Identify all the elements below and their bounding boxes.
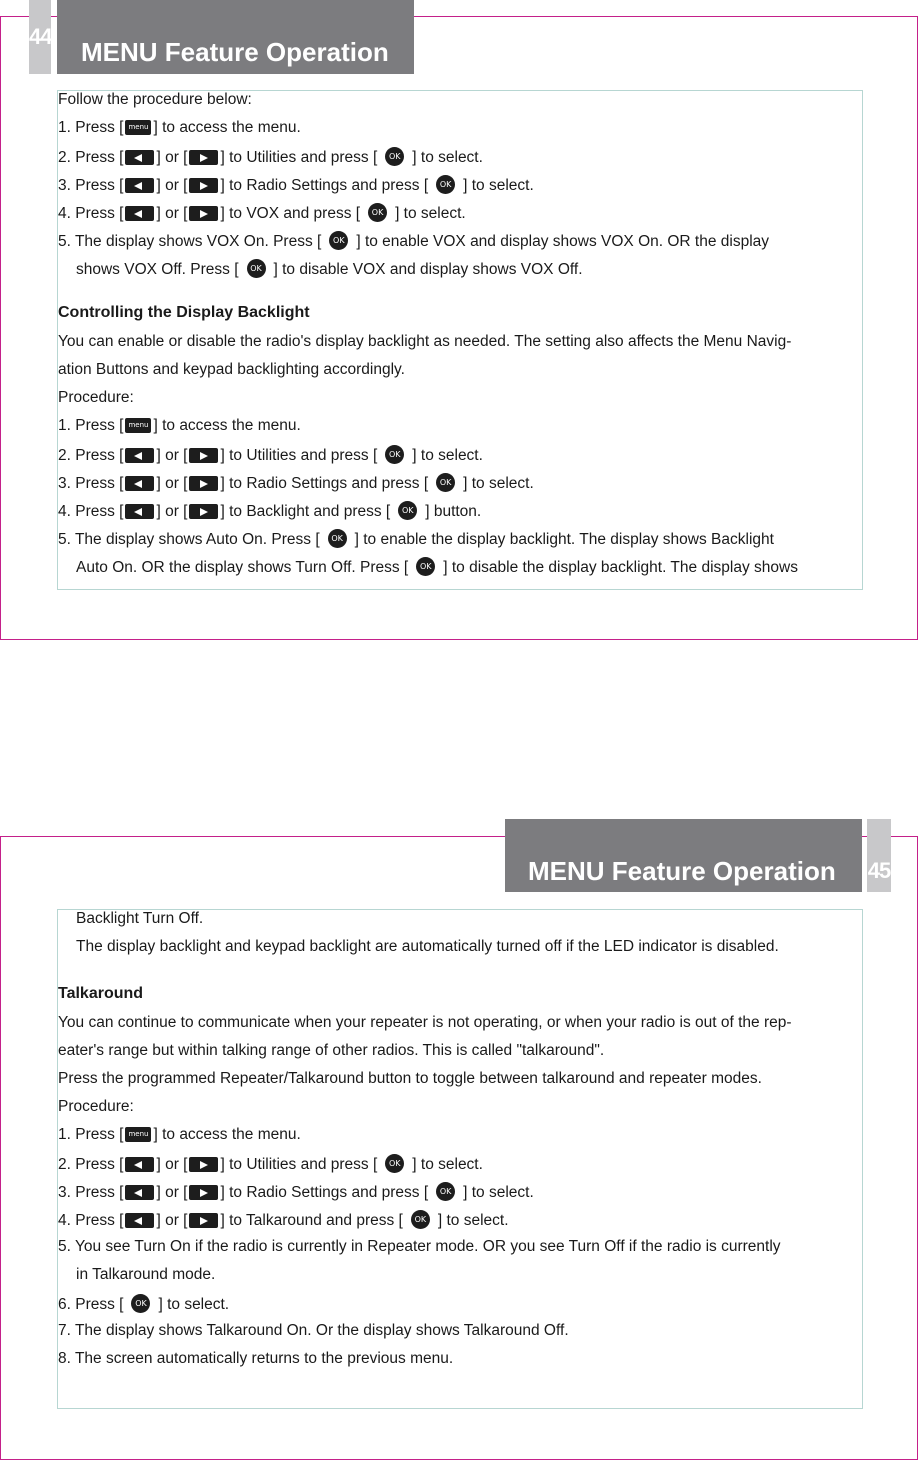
ok-key-icon xyxy=(385,147,404,166)
ok-key-icon xyxy=(385,445,404,464)
talk-step-4: 4. Press [ ] or [ ] to Talkaround and press [OK ] to select. xyxy=(58,1210,509,1230)
right-arrow-key-icon xyxy=(189,206,218,221)
left-arrow-key-icon xyxy=(125,448,154,463)
step-5: 5. The display shows VOX On. Press [OK ] to enable VOX and display shows VOX On. OR the display xyxy=(58,231,769,251)
ok-key-icon xyxy=(328,529,347,548)
ok-key-icon xyxy=(411,1210,430,1229)
left-arrow-key-icon xyxy=(125,178,154,193)
procedure-label: Procedure: xyxy=(58,1098,134,1115)
procedure-label: Procedure: xyxy=(58,389,134,406)
talk-step-5: 5. You see Turn On if the radio is currently in Repeater mode. OR you see Turn Off if the radio is currently xyxy=(58,1238,781,1255)
talk-step-2: 2. Press [ ] or [ ] to Utilities and press [OK ] to select. xyxy=(58,1154,483,1174)
left-arrow-key-icon xyxy=(125,1213,154,1228)
section-heading-talkaround: Talkaround xyxy=(58,985,144,1002)
left-arrow-key-icon xyxy=(125,206,154,221)
ok-key-icon xyxy=(247,259,266,278)
menu-key-icon xyxy=(125,418,151,433)
continued-text-2: The display backlight and keypad backlight are automatically turned off if the LED indicator is disabled. xyxy=(76,938,779,955)
talk-desc-3: Press the programmed Repeater/Talkaround button to toggle between talkaround and repeater modes. xyxy=(58,1070,762,1087)
menu-key-icon xyxy=(125,1127,151,1142)
backlight-step-3: 3. Press [ ] or [ ] to Radio Settings and press [OK ] to select. xyxy=(58,473,534,493)
talk-step-1: 1. Press [menu ] to access the menu. xyxy=(58,1126,301,1144)
talk-desc-2: eater's range but within talking range of other radios. This is called "talkaround". xyxy=(58,1042,605,1059)
content-box xyxy=(57,90,863,590)
left-arrow-key-icon xyxy=(125,1157,154,1172)
talk-step-8: 8. The screen automatically returns to the previous menu. xyxy=(58,1350,454,1367)
ok-key-icon xyxy=(416,557,435,576)
backlight-desc-2: ation Buttons and keypad backlighting accordingly. xyxy=(58,361,405,378)
talk-step-6: 6. Press [OK ] to select. xyxy=(58,1294,229,1314)
right-arrow-key-icon xyxy=(189,448,218,463)
menu-key-icon xyxy=(125,120,151,135)
talk-desc-1: You can continue to communicate when your repeater is not operating, or when your radio is out of the rep- xyxy=(58,1014,792,1031)
ok-key-icon xyxy=(385,1154,404,1173)
right-arrow-key-icon xyxy=(189,1157,218,1172)
content-box xyxy=(57,909,863,1409)
left-arrow-key-icon xyxy=(125,504,154,519)
backlight-step-5: 5. The display shows Auto On. Press [OK ] to enable the display backlight. The display shows Backlight xyxy=(58,529,774,549)
left-arrow-key-icon xyxy=(125,476,154,491)
right-arrow-key-icon xyxy=(189,476,218,491)
section-heading-backlight: Controlling the Display Backlight xyxy=(58,304,310,321)
step-4: 4. Press [ ] or [ ] to VOX and press [OK ] to select. xyxy=(58,203,466,223)
ok-key-icon xyxy=(398,501,417,520)
ok-key-icon xyxy=(436,1182,455,1201)
backlight-step-1: 1. Press [menu ] to access the menu. xyxy=(58,417,301,435)
step-1: 1. Press [menu ] to access the menu. xyxy=(58,119,301,137)
ok-key-icon xyxy=(368,203,387,222)
talk-step-3: 3. Press [ ] or [ ] to Radio Settings and press [OK ] to select. xyxy=(58,1182,534,1202)
left-arrow-key-icon xyxy=(125,1185,154,1200)
continued-text-1: Backlight Turn Off. xyxy=(76,910,204,927)
backlight-step-4: 4. Press [ ] or [ ] to Backlight and press [OK ] button. xyxy=(58,501,481,521)
talk-step-5-cont: in Talkaround mode. xyxy=(76,1266,216,1283)
left-arrow-key-icon xyxy=(125,150,154,165)
ok-key-icon xyxy=(436,175,455,194)
page-number: 45 xyxy=(867,819,891,892)
backlight-step-2: 2. Press [ ] or [ ] to Utilities and press [OK ] to select. xyxy=(58,445,483,465)
ok-key-icon xyxy=(329,231,348,250)
right-arrow-key-icon xyxy=(189,150,218,165)
talk-step-7: 7. The display shows Talkaround On. Or the display shows Talkaround Off. xyxy=(58,1322,569,1339)
ok-key-icon xyxy=(436,473,455,492)
section-header: MENU Feature Operation xyxy=(57,0,414,74)
step-5-cont: shows VOX Off. Press [OK ] to disable VOX and display shows VOX Off. xyxy=(76,259,583,279)
intro-text: Follow the procedure below: xyxy=(58,91,252,108)
right-arrow-key-icon xyxy=(189,1185,218,1200)
right-arrow-key-icon xyxy=(189,178,218,193)
backlight-desc-1: You can enable or disable the radio's display backlight as needed. The setting also affects the Menu Navig- xyxy=(58,333,792,350)
right-arrow-key-icon xyxy=(189,1213,218,1228)
page-number: 44 xyxy=(29,0,51,74)
ok-key-icon xyxy=(131,1294,150,1313)
step-3: 3. Press [ ] or [ ] to Radio Settings and press [OK ] to select. xyxy=(58,175,534,195)
step-2: 2. Press [ ] or [ ] to Utilities and press [OK ] to select. xyxy=(58,147,483,167)
backlight-step-5-cont: Auto On. OR the display shows Turn Off. Press [OK ] to disable the display backlight. The display shows xyxy=(76,557,798,577)
right-arrow-key-icon xyxy=(189,504,218,519)
section-header: MENU Feature Operation xyxy=(505,819,862,892)
